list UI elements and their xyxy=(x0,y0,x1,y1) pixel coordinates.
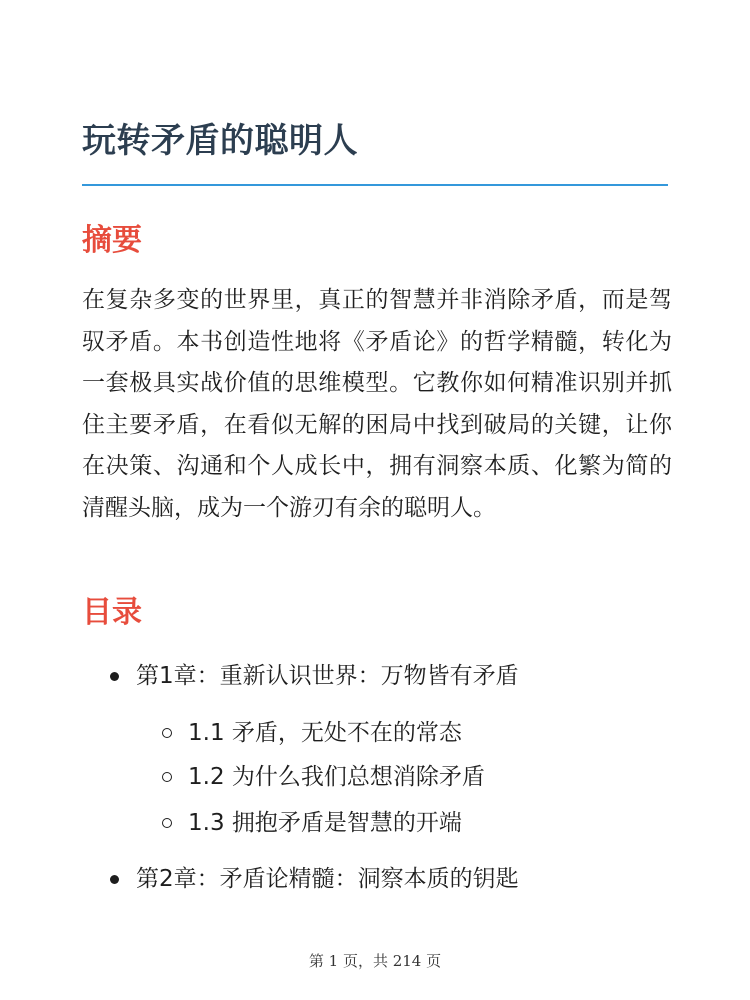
toc-chapter-1[interactable] xyxy=(110,661,519,691)
toc-chapter-label: 第2章：矛盾论精髓：洞察本质的钥匙 xyxy=(136,866,519,892)
toc-chapter-2[interactable] xyxy=(110,864,519,894)
toc-chapter-label: 第1章：重新认识世界：万物皆有矛盾 xyxy=(136,663,519,689)
toc-section-label: 1.3 拥抱矛盾是智慧的开端 xyxy=(188,810,462,836)
book-title: 玩转矛盾的聪明人 xyxy=(82,121,358,161)
bullet-circle-icon xyxy=(162,772,172,782)
toc-section-1-3[interactable] xyxy=(162,808,462,838)
toc-section-1-1[interactable] xyxy=(162,718,462,748)
page-number-footer: 第 1 页，共 214 页 xyxy=(308,952,442,970)
toc-section-1-2[interactable] xyxy=(162,762,485,792)
toc-section-label: 1.2 为什么我们总想消除矛盾 xyxy=(188,764,485,790)
toc-section-label: 1.1 矛盾，无处不在的常态 xyxy=(188,720,462,746)
title-divider xyxy=(82,184,668,186)
bullet-circle-icon xyxy=(162,818,172,828)
bullet-circle-icon xyxy=(162,728,172,738)
bullet-disc-icon xyxy=(110,875,119,884)
toc-heading: 目录 xyxy=(82,595,142,630)
bullet-disc-icon xyxy=(110,672,119,681)
abstract-heading: 摘要 xyxy=(82,223,142,258)
abstract-body: 在复杂多变的世界里，真正的智慧并非消除矛盾，而是驾驭矛盾。本书创造性地将《矛盾论》的哲学精髓，转化为一套极具实战价值的思维模型。它教你如何精准识别并抓住主要矛盾，在看似无解的困局中找到破局的关键，让你在决策、沟通和个人成长中，拥有洞察本质、化繁为简的清醒头脑，成为一个游刃有余的聪明人。 xyxy=(82,287,672,521)
